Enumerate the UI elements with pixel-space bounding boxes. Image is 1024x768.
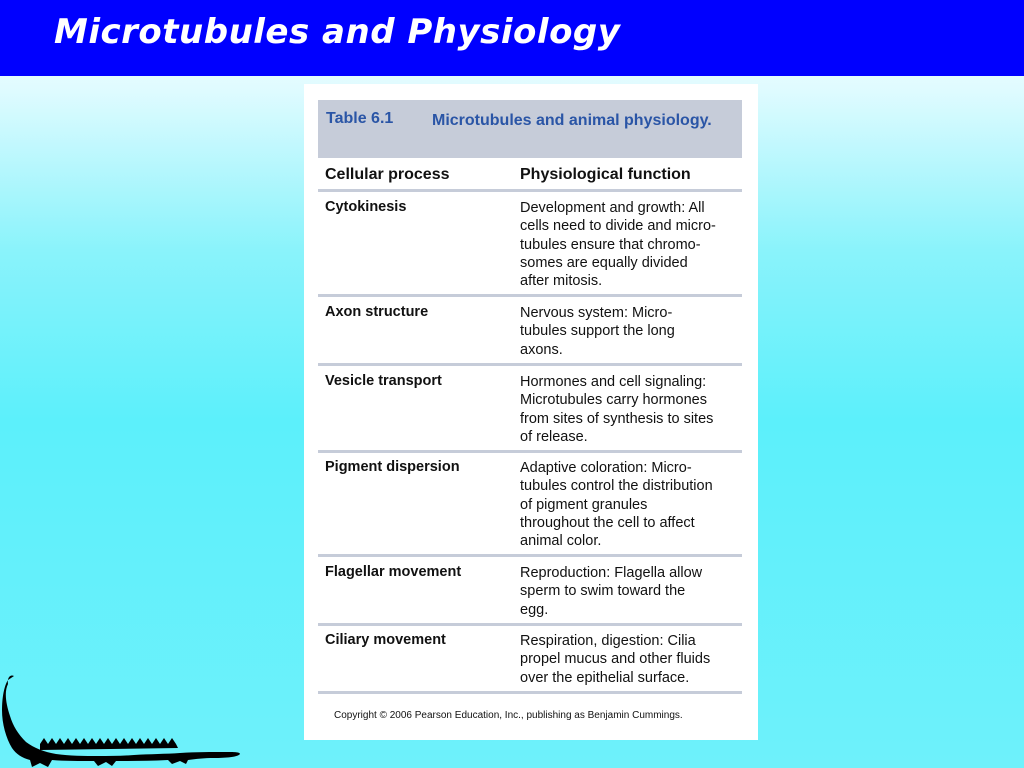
function-line: axons. bbox=[520, 341, 563, 358]
row-rule bbox=[318, 623, 742, 626]
table-figure bbox=[304, 84, 758, 740]
row-process-ciliary: Ciliary movement bbox=[325, 632, 446, 648]
function-line: cells need to divide and micro- bbox=[520, 218, 716, 235]
crocodile-silhouette-icon bbox=[0, 672, 245, 768]
bottom-rule bbox=[318, 691, 742, 694]
function-line: Adaptive coloration: Micro- bbox=[520, 460, 692, 476]
header-cellular-process: Cellular process bbox=[325, 166, 450, 183]
function-line: of pigment granules bbox=[520, 496, 648, 513]
row-rule bbox=[318, 294, 742, 297]
function-line: Reproduction: Flagella allow bbox=[520, 565, 703, 581]
row-rule bbox=[318, 363, 742, 366]
function-line: animal color. bbox=[520, 533, 602, 550]
table-caption-bar bbox=[318, 100, 742, 158]
row-process-cytokinesis: Cytokinesis bbox=[325, 199, 407, 215]
header-physiological-function: Physiological function bbox=[520, 166, 691, 183]
row-rule bbox=[318, 450, 742, 453]
function-line: throughout the cell to affect bbox=[520, 514, 695, 531]
function-line: over the epithelial surface. bbox=[520, 669, 690, 686]
row-function-vesicle bbox=[520, 373, 742, 446]
row-function-ciliary bbox=[520, 632, 742, 687]
function-line: Nervous system: Micro- bbox=[520, 305, 673, 321]
row-function-flagellar bbox=[520, 564, 742, 619]
function-line: Development and growth: All bbox=[520, 200, 705, 216]
function-line: somes are equally divided bbox=[520, 254, 688, 271]
function-line: tubules support the long bbox=[520, 323, 675, 340]
row-process-axon: Axon structure bbox=[325, 304, 429, 320]
function-line: propel mucus and other fluids bbox=[520, 651, 711, 668]
function-line: Respiration, digestion: Cilia bbox=[520, 633, 696, 649]
function-line: tubules ensure that chromo- bbox=[520, 236, 701, 253]
function-line: egg. bbox=[520, 601, 549, 618]
row-process-flagellar: Flagellar movement bbox=[325, 564, 462, 580]
row-function-axon bbox=[520, 304, 742, 359]
function-line: after mitosis. bbox=[520, 273, 603, 290]
row-process-pigment: Pigment dispersion bbox=[325, 459, 460, 475]
copyright-note: Copyright © 2006 Pearson Education, Inc., publishing as Benjamin Cummings. bbox=[334, 710, 683, 721]
function-line: sperm to swim toward the bbox=[520, 583, 686, 600]
row-function-cytokinesis bbox=[520, 199, 742, 290]
function-line: of release. bbox=[520, 428, 588, 445]
header-rule bbox=[318, 189, 742, 192]
function-line: Hormones and cell signaling: bbox=[520, 374, 707, 390]
function-line: Microtubules carry hormones bbox=[520, 392, 707, 409]
function-line: from sites of synthesis to sites bbox=[520, 410, 714, 427]
title-bar bbox=[0, 0, 1024, 76]
row-function-pigment bbox=[520, 459, 742, 550]
slide-title: Microtubules and Physiology bbox=[54, 12, 621, 52]
table-number: Table 6.1 bbox=[326, 110, 394, 127]
table-caption: Microtubules and animal physiology. bbox=[432, 112, 712, 129]
row-process-vesicle: Vesicle transport bbox=[325, 373, 442, 389]
row-rule bbox=[318, 554, 742, 557]
function-line: tubules control the distribution bbox=[520, 478, 713, 495]
